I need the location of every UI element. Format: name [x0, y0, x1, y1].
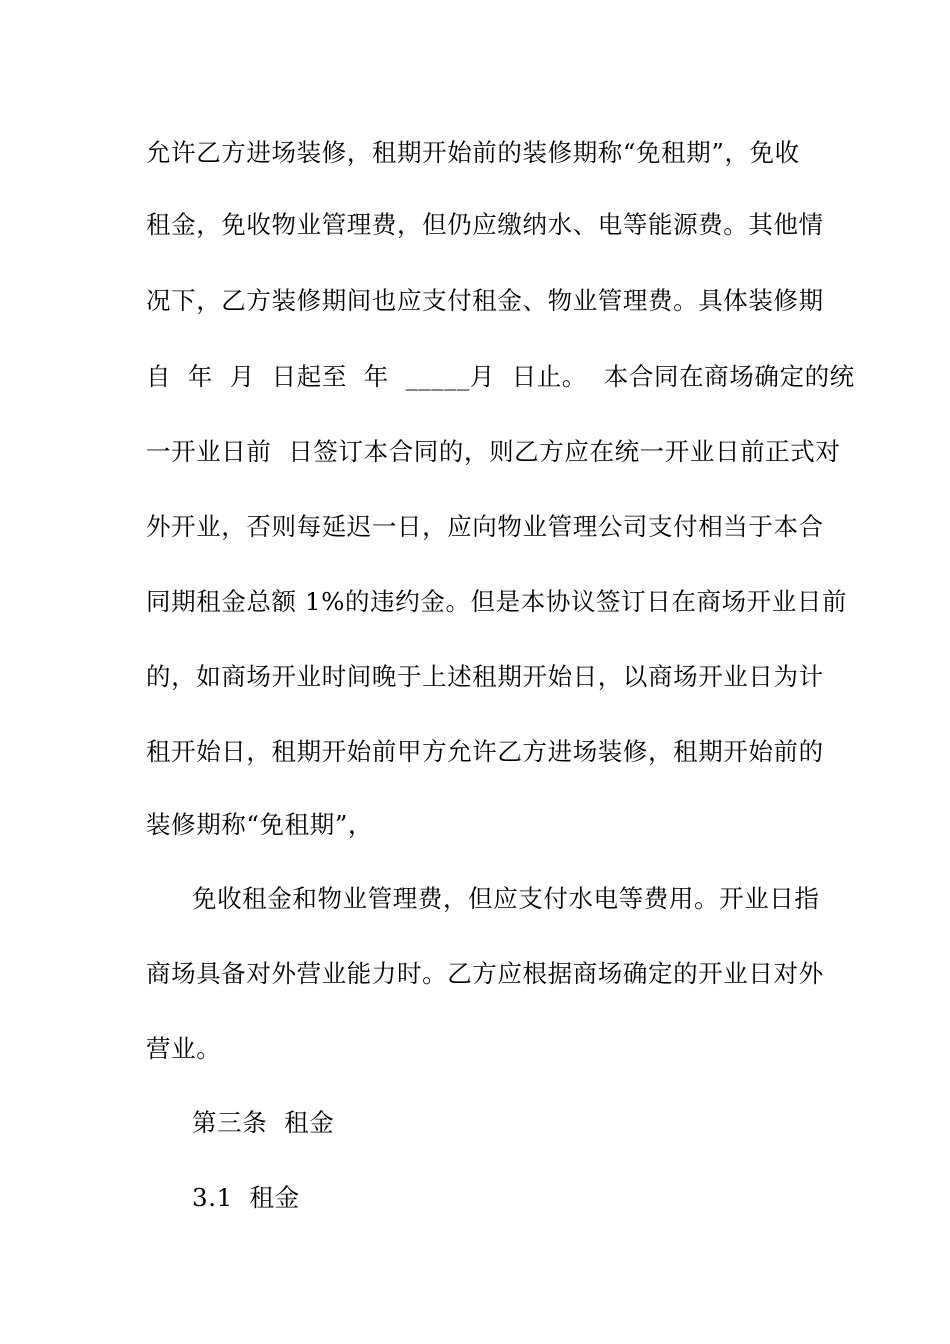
paragraph-line: 租金，免收物业管理费，但仍应缴纳水、电等能源费。其他情	[146, 210, 824, 239]
paragraph-line: 外开业，否则每延迟一日，应向物业管理公司支付相当于本合	[146, 512, 824, 541]
paragraph-line: 同期租金总额 1%的违约金。但是本协议签订日在商场开业日前	[146, 587, 848, 616]
paragraph-line: 装修期称“免租期”，	[146, 810, 374, 839]
paragraph-line: 商场具备对外营业能力时。乙方应根据商场确定的开业日对外	[146, 959, 824, 988]
paragraph-line: 一开业日前 日签订本合同的，则乙方应在统一开业日前正式对	[146, 437, 841, 466]
paragraph-line: 租开始日，租期开始前甲方允许乙方进场装修，租期开始前的	[146, 737, 824, 766]
paragraph-line: 允许乙方进场装修，租期开始前的装修期称“免租期”，免收	[146, 138, 800, 167]
paragraph-line: 况下，乙方装修期间也应支付租金、物业管理费。具体装修期	[146, 286, 824, 315]
paragraph-line: 免收租金和物业管理费，但应支付水电等费用。开业日指	[192, 884, 820, 913]
paragraph-line: 的，如商场开业时间晚于上述租期开始日，以商场开业日为计	[146, 662, 824, 691]
section-heading: 第三条 租金	[192, 1108, 335, 1137]
paragraph-line: 自 年 月 日起至 年 _____月 日止。 本合同在商场确定的统	[146, 362, 855, 391]
paragraph-line: 营业。	[146, 1034, 222, 1063]
subsection-heading: 3.1 租金	[192, 1183, 300, 1212]
